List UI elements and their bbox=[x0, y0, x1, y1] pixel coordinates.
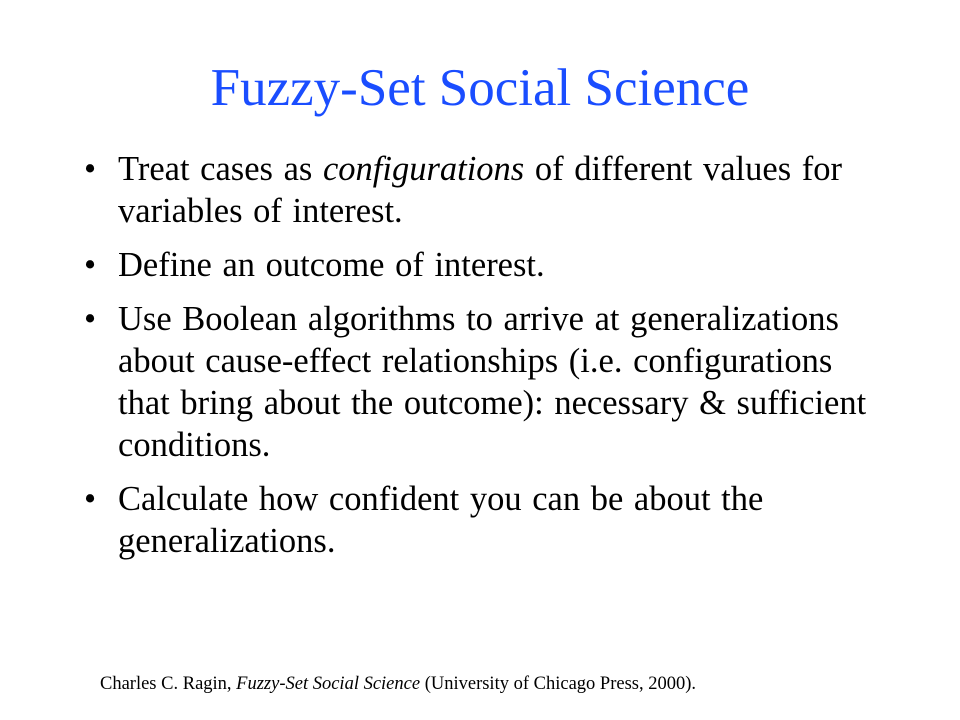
bullet-item-configurations bbox=[84, 148, 884, 232]
bullet-item-outcome bbox=[84, 244, 884, 286]
slide-title: Fuzzy-Set Social Science bbox=[210, 59, 750, 117]
citation bbox=[100, 672, 696, 696]
bullet-text-end: of different values for variables of interest. bbox=[118, 150, 842, 230]
bullet-text-start: Treat cases as bbox=[118, 150, 323, 188]
citation-author: Charles C. Ragin, bbox=[100, 674, 237, 694]
bullet-text-emphasis: configurations bbox=[322, 150, 525, 188]
bullet-marker: • bbox=[84, 150, 97, 188]
bullet-text: Use Boolean algorithms to arrive at generalizations about cause-effect relationships (i.e. configurations that bring about the outcome): necessary & sufficient conditions. bbox=[118, 300, 867, 464]
bullet-list bbox=[84, 148, 884, 574]
bullet-marker: • bbox=[84, 246, 97, 284]
bullet-item-confidence bbox=[84, 478, 884, 562]
bullet-marker: • bbox=[84, 480, 97, 518]
bullet-marker: • bbox=[84, 300, 97, 338]
bullet-text: Calculate how confident you can be about the generalizations. bbox=[118, 480, 764, 560]
citation-book-title: Fuzzy-Set Social Science bbox=[236, 674, 421, 694]
bullet-item-boolean-algorithms bbox=[84, 298, 884, 466]
bullet-text: Define an outcome of interest. bbox=[118, 246, 545, 284]
citation-publisher: (University of Chicago Press, 2000). bbox=[420, 674, 696, 694]
